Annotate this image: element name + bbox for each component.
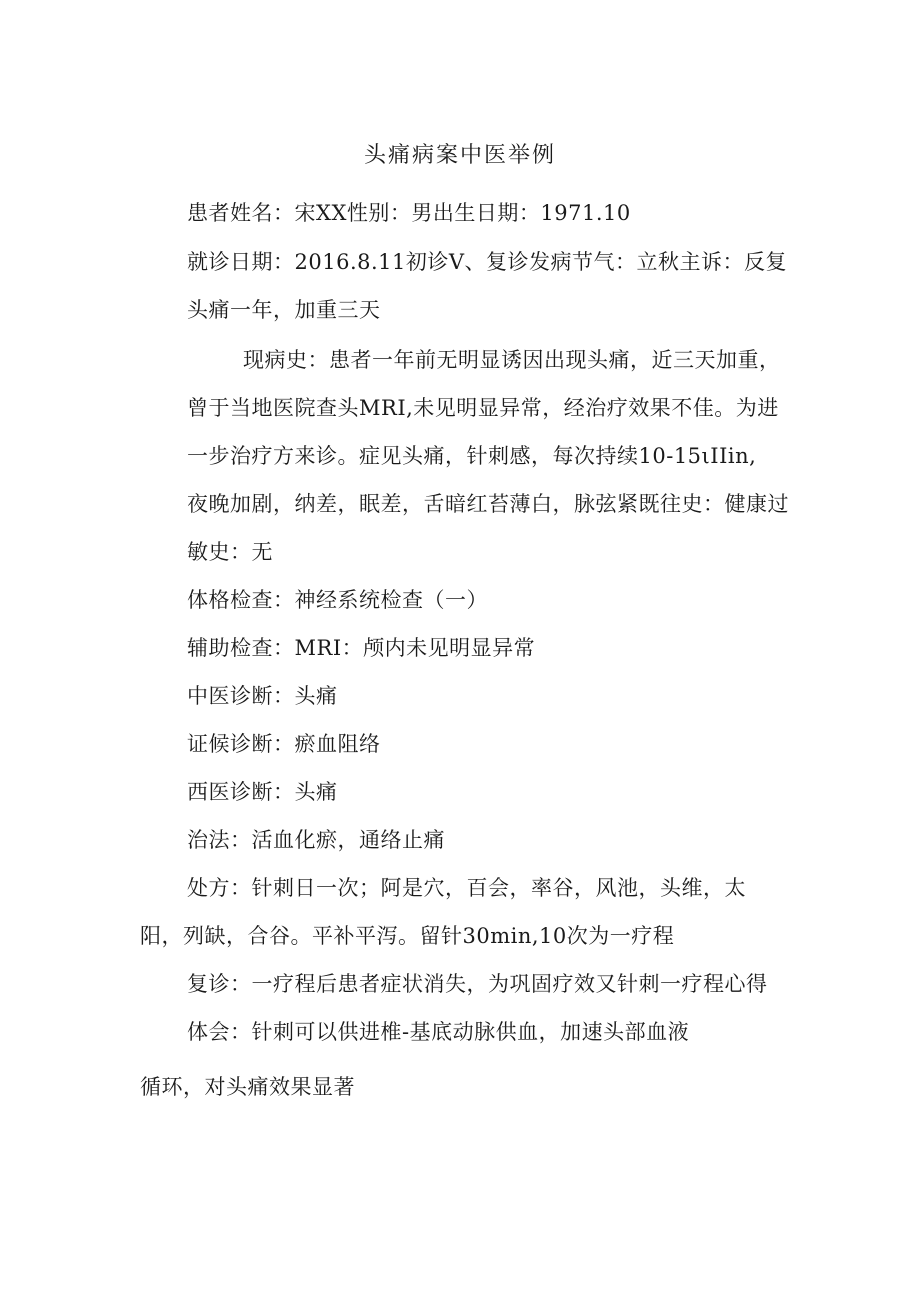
- prescription-line-1: 处方：针刺日一次；阿是穴，百会，率谷，风池，头维，太: [187, 876, 746, 900]
- western-diagnosis-line: 西医诊断：头痛: [187, 780, 338, 804]
- experience-line-2: 循环，对头痛效果显著: [140, 1075, 355, 1099]
- auxiliary-exam-line: 辅助检查：MRI：颅内未见明显异常: [187, 636, 536, 660]
- history-line-2: 曾于当地医院查头MRI,未见明显异常，经治疗效果不佳。为进: [187, 396, 779, 420]
- document-title: 头痛病案中医举例: [363, 143, 556, 168]
- history-line-1: 现病史：患者一年前无明显诱因出现头痛，近三天加重，: [243, 348, 781, 372]
- allergy-line: 敏史：无: [187, 540, 273, 564]
- prescription-line-2: 阳，列缺，合谷。平补平泻。留针30min,10次为一疗程: [140, 924, 675, 948]
- history-line-4: 夜晚加剧，纳差，眠差，舌暗红苔薄白，脉弦紧既往史：健康过: [187, 492, 789, 516]
- physical-exam-line: 体格检查：神经系统检查（一）: [187, 588, 488, 612]
- tcm-diagnosis-line: 中医诊断：头痛: [187, 684, 338, 708]
- follow-up-line: 复诊：一疗程后患者症状消失，为巩固疗效又针刺一疗程心得: [187, 972, 768, 996]
- complaint-line: 头痛一年，加重三天: [187, 298, 381, 322]
- treatment-method-line: 治法：活血化瘀，通络止痛: [187, 828, 445, 852]
- experience-line-1: 体会：针刺可以供进椎-基底动脉供血，加速头部血液: [187, 1020, 690, 1044]
- visit-info-line: 就诊日期：2016.8.11初诊V、复诊发病节气：立秋主诉：反复: [187, 250, 788, 274]
- history-line-3: 一步治疗方来诊。症见头痛，针刺感，每次持续10-15ιIIin,: [187, 444, 757, 468]
- syndrome-diagnosis-line: 证候诊断：瘀血阻络: [187, 732, 381, 756]
- patient-info-line: 患者姓名：宋XX性别：男出生日期：1971.10: [187, 201, 631, 225]
